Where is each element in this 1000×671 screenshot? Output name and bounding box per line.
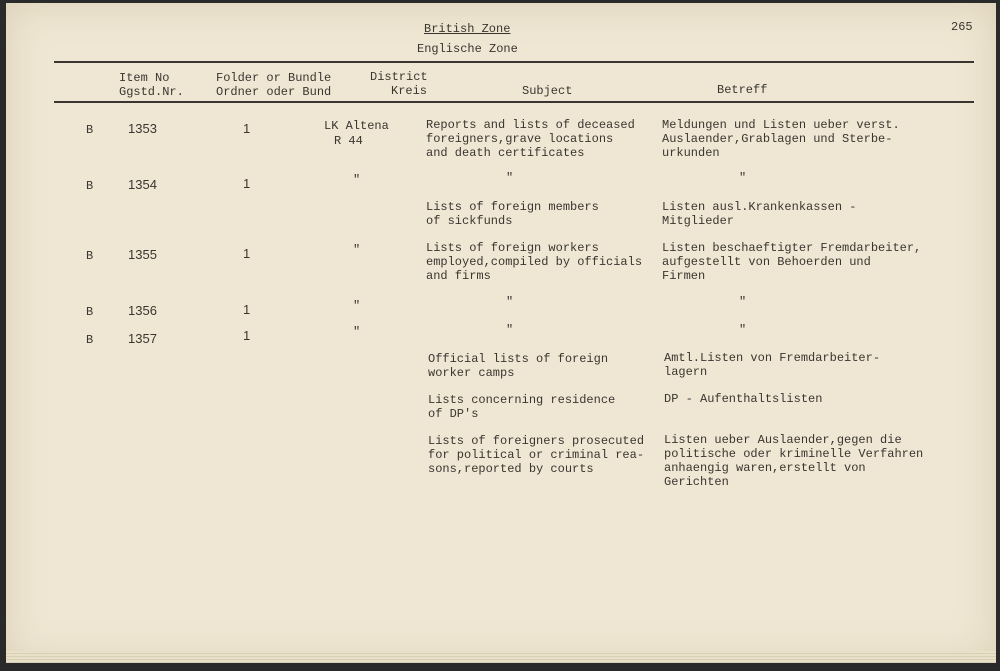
col-item-line1: Item No: [119, 71, 170, 85]
subject-line: and death certificates: [426, 146, 585, 160]
subject-line: Lists of foreign workers: [426, 241, 599, 255]
zone-title-de: Englische Zone: [417, 42, 518, 56]
subject-line: for political or criminal rea-: [428, 448, 645, 462]
col-district-line2: Kreis: [391, 84, 428, 98]
betreff-line: Amtl.Listen von Fremdarbeiter-: [664, 351, 881, 365]
row-prefix: B: [86, 333, 94, 347]
ditto-mark: ": [739, 323, 747, 337]
row-prefix: B: [86, 123, 94, 137]
ditto-mark: ": [353, 325, 361, 339]
row-folder: 1: [243, 246, 251, 261]
row-item-number: 1355: [128, 247, 157, 262]
betreff-line: DP - Aufenthaltslisten: [664, 392, 823, 406]
document-page: [6, 3, 996, 663]
header-rule-bottom: [54, 101, 974, 103]
subject-line: sons,reported by courts: [428, 462, 594, 476]
ditto-mark: ": [506, 323, 514, 337]
subject-line: and firms: [426, 269, 491, 283]
betreff-line: anhaengig waren,erstellt von: [664, 461, 866, 475]
betreff-line: Listen ueber Auslaender,gegen die: [664, 433, 902, 447]
row-item-number: 1357: [128, 331, 157, 346]
subject-line: of sickfunds: [426, 214, 513, 228]
subject-line: employed,compiled by officials: [426, 255, 643, 269]
row-prefix: B: [86, 249, 94, 263]
row-item-number: 1356: [128, 303, 157, 318]
col-betreff: Betreff: [717, 83, 768, 97]
row-district: LK Altena: [324, 119, 389, 133]
betreff-line: Listen ausl.Krankenkassen -: [662, 200, 857, 214]
betreff-line: Auslaender,Grablagen und Sterbe-: [662, 132, 893, 146]
betreff-line: Meldungen und Listen ueber verst.: [662, 118, 900, 132]
subject-line: Lists of foreigners prosecuted: [428, 434, 645, 448]
row-folder: 1: [243, 328, 251, 343]
subject-line: Lists of foreign members: [426, 200, 599, 214]
ditto-mark: ": [739, 295, 747, 309]
row-district-code: R 44: [334, 134, 363, 148]
betreff-line: Listen beschaeftigter Fremdarbeiter,: [662, 241, 922, 255]
subject-line: Lists concerning residence: [428, 393, 616, 407]
col-item-line2: Ggstd.Nr.: [119, 85, 184, 99]
col-district-line1: District: [370, 70, 428, 84]
subject-line: Reports and lists of deceased: [426, 118, 635, 132]
header-rule-top: [54, 61, 974, 63]
col-folder-line2: Ordner oder Bund: [216, 85, 332, 99]
subject-line: foreigners,grave locations: [426, 132, 614, 146]
subject-line: of DP's: [428, 407, 479, 421]
col-subject: Subject: [522, 84, 573, 98]
subject-line: worker camps: [428, 366, 515, 380]
betreff-line: Mitglieder: [662, 214, 735, 228]
ditto-mark: ": [353, 173, 361, 187]
ditto-mark: ": [353, 243, 361, 257]
row-item-number: 1354: [128, 177, 157, 192]
betreff-line: politische oder kriminelle Verfahren: [664, 447, 924, 461]
betreff-line: urkunden: [662, 146, 720, 160]
subject-line: Official lists of foreign: [428, 352, 609, 366]
betreff-line: Gerichten: [664, 475, 729, 489]
row-prefix: B: [86, 305, 94, 319]
page-number: 265: [951, 20, 973, 34]
row-folder: 1: [243, 121, 251, 136]
row-prefix: B: [86, 179, 94, 193]
betreff-line: aufgestellt von Behoerden und: [662, 255, 871, 269]
ditto-mark: ": [353, 299, 361, 313]
row-folder: 1: [243, 302, 251, 317]
ditto-mark: ": [506, 171, 514, 185]
zone-title-en: British Zone: [424, 22, 511, 36]
ditto-mark: ": [739, 171, 747, 185]
row-item-number: 1353: [128, 121, 157, 136]
betreff-line: lagern: [664, 365, 708, 379]
row-folder: 1: [243, 176, 251, 191]
page-edge: [6, 651, 996, 663]
col-folder-line1: Folder or Bundle: [216, 71, 332, 85]
ditto-mark: ": [506, 295, 514, 309]
betreff-line: Firmen: [662, 269, 706, 283]
